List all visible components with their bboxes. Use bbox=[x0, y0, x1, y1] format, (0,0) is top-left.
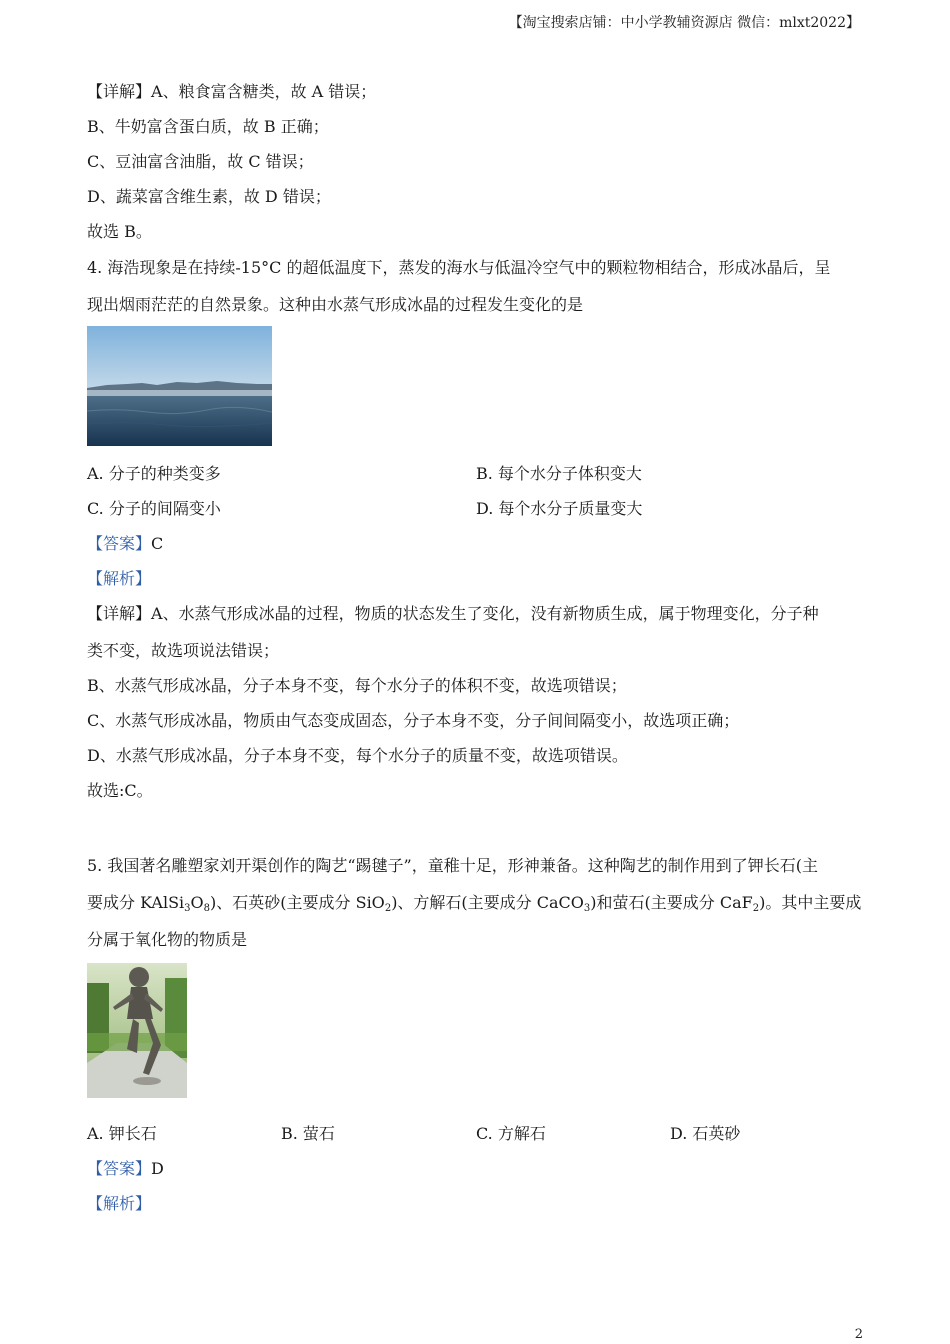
shuttlecock-sculpture-photo bbox=[87, 963, 187, 1098]
q4-detail-a-line1: 【详解】A、水蒸气形成冰晶的过程，物质的状态发生了变化，没有新物质生成，属于物理变化，分子种 bbox=[87, 604, 819, 623]
q4-stem-line1: 4. 海浩现象是在持续-15°C 的超低温度下，蒸发的海水与低温冷空气中的颗粒物相结合，形成冰晶后，呈 bbox=[87, 258, 831, 277]
q5-option-d: D. 石英砂 bbox=[670, 1124, 741, 1143]
q5-stem-line3: 分属于氧化物的物质是 bbox=[87, 930, 248, 949]
q5-option-a: A. 钾长石 bbox=[87, 1124, 157, 1143]
sea-haze-photo bbox=[87, 326, 272, 446]
q4-detail-c: C、水蒸气形成冰晶，物质由气态变成固态，分子本身不变，分子间间隔变小，故选项正确； bbox=[87, 711, 740, 730]
q4-detail-b: B、水蒸气形成冰晶，分子本身不变，每个水分子的体积不变，故选项错误； bbox=[87, 676, 627, 695]
q3-conclusion: 故选 B。 bbox=[87, 222, 152, 241]
q3-detail-a: 【详解】A、粮食富含糖类，故 A 错误； bbox=[87, 82, 377, 101]
answer-tag: 【答案】 bbox=[87, 534, 152, 553]
page-number: 2 bbox=[854, 1327, 863, 1342]
q4-detail-a-line2: 类不变，故选项说法错误； bbox=[87, 641, 280, 660]
q5-stem-line1: 5. 我国著名雕塑家刘开渠创作的陶艺“踢毽子”，童稚十足，形神兼备。这种陶艺的制作用到了钾长石(主 bbox=[87, 856, 818, 875]
answer-tag: 【答案】 bbox=[87, 1159, 152, 1178]
q4-answer: 【答案】C bbox=[87, 534, 164, 553]
q4-option-b: B. 每个水分子体积变大 bbox=[476, 464, 642, 483]
q5-analysis-tag: 【解析】 bbox=[87, 1194, 152, 1213]
q4-stem-line2: 现出烟雨茫茫的自然景象。这种由水蒸气形成冰晶的过程发生变化的是 bbox=[87, 295, 584, 314]
q5-option-b: B. 萤石 bbox=[281, 1124, 335, 1143]
q4-option-c: C. 分子的间隔变小 bbox=[87, 499, 221, 518]
q4-option-d: D. 每个水分子质量变大 bbox=[476, 499, 643, 518]
q5-answer: 【答案】D bbox=[87, 1159, 164, 1178]
q4-conclusion: 故选:C。 bbox=[87, 781, 153, 800]
q5-stem-line2: 要成分 $KAlSi_3O_8$)、石英砂(主要成分 SiO$_2$)、方解石(主要成分 CaCO$_3$)和萤石(主要成分 CaF$_2$)。其中主要成 bbox=[87, 893, 862, 914]
q4-option-a: A. 分子的种类变多 bbox=[87, 464, 221, 483]
detail-tag: 【详解】 bbox=[87, 604, 152, 623]
q5-option-c: C. 方解石 bbox=[476, 1124, 546, 1143]
q4-analysis-tag: 【解析】 bbox=[87, 569, 152, 588]
q3-detail-b: B、牛奶富含蛋白质，故 B 正确； bbox=[87, 117, 329, 136]
page-header: 【淘宝搜索店铺：中小学教辅资源店 微信：mlxt2022】 bbox=[508, 15, 860, 31]
q3-detail-d: D、蔬菜富含维生素，故 D 错误； bbox=[87, 187, 331, 206]
detail-tag: 【详解】 bbox=[87, 82, 152, 101]
q4-detail-d: D、水蒸气形成冰晶，分子本身不变，每个水分子的质量不变，故选项错误。 bbox=[87, 746, 628, 765]
q3-detail-c: C、豆油富含油脂，故 C 错误； bbox=[87, 152, 314, 171]
